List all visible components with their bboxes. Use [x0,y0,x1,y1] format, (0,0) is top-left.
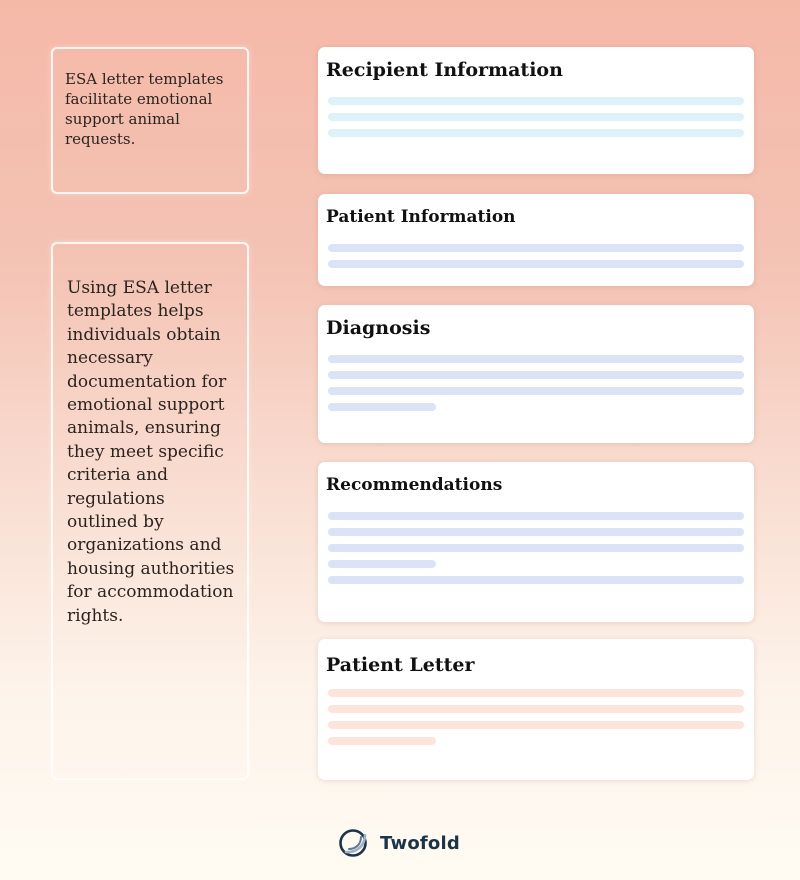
recommendations-title: Recommendations [326,475,503,495]
placeholder-line [328,371,744,379]
placeholder-line [328,737,436,745]
placeholder-line [328,387,744,395]
placeholder-line [328,260,744,268]
patient-letter-title: Patient Letter [326,654,475,676]
placeholder-line [328,113,744,121]
twofold-logo-icon [338,826,372,860]
placeholder-line [328,705,744,713]
placeholder-line [328,355,744,363]
brand-name: Twofold [380,832,460,854]
patient-letter-card [318,639,754,780]
placeholder-line [328,576,744,584]
placeholder-line [328,403,436,411]
placeholder-line [328,721,744,729]
description-card [51,242,249,780]
placeholder-line [328,528,744,536]
recipient-information-card [318,47,754,174]
placeholder-line [328,689,744,697]
recommendations-card [318,462,754,622]
placeholder-line [328,129,744,137]
patient-information-card [318,194,754,286]
recipient-information-title: Recipient Information [326,59,563,81]
summary-card [51,47,249,194]
diagnosis-card [318,305,754,443]
placeholder-line [328,512,744,520]
description-text: Using ESA letter templates helps individuals obtain necessary documentation for emotional support animals, ensuring they meet specific criteria and regulations outlined by organizations and housing authorities for accommodation rights. [67,278,235,626]
placeholder-line [328,244,744,252]
placeholder-line [328,544,744,552]
placeholder-line [328,97,744,105]
placeholder-line [328,560,436,568]
summary-text: ESA letter templates facilitate emotional support animal requests. [65,70,224,148]
brand-logo [338,826,460,860]
diagnosis-title: Diagnosis [326,317,431,339]
patient-information-title: Patient Information [326,207,516,227]
